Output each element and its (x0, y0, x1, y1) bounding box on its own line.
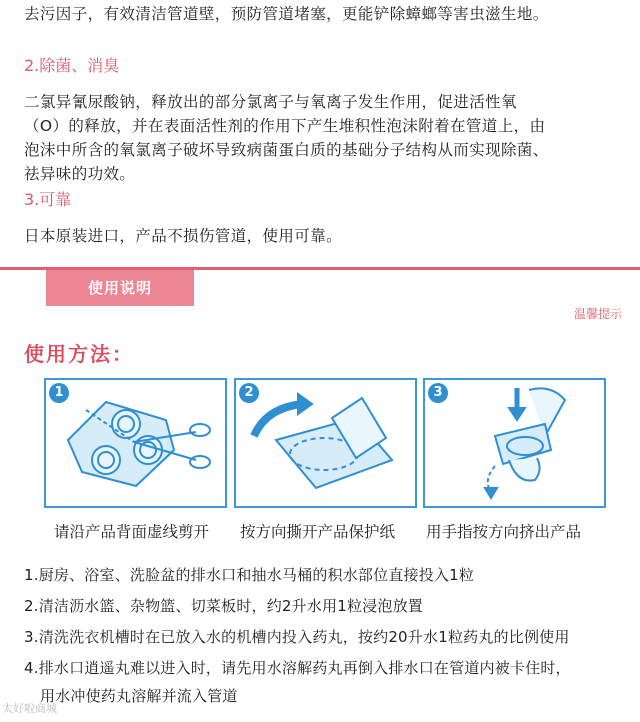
intro-line: 去污因子，有效清洁管道壁，预防管道堵塞，更能铲除蟑螂等害虫滋生地。 (24, 5, 549, 23)
section-heading-reliable: 3.可靠 (24, 190, 72, 209)
pressing-illustration (425, 380, 604, 506)
usage-step: 4.排水口逍遥丸难以进入时，请先用水溶解药丸再倒入排水口在管道内被卡住时， (24, 659, 571, 677)
usage-step: 用水冲使药丸溶解并流入管道 (40, 687, 238, 705)
usage-tab-label: 使用说明 (87, 279, 152, 297)
step-panel-3 (423, 378, 606, 508)
step-panel-1 (44, 378, 227, 508)
cutting-illustration (46, 380, 225, 506)
paragraph-line: 二氯异氰尿酸钠，释放出的部分氯离子与氧离子发生作用，促进活性氧 (24, 93, 517, 111)
tip-link[interactable]: 温馨提示 (573, 307, 622, 321)
paragraph-line: 日本原装进口，产品不损伤管道，使用可靠。 (24, 227, 343, 245)
step-panel-2 (234, 378, 417, 508)
paragraph-line: 泡沫中所含的氧氯离子破坏导致病菌蛋白质的基础分子结构从而实现除菌、 (24, 141, 549, 159)
usage-step: 1.厨房、浴室、洗脸盆的排水口和抽水马桶的积水部位直接投入1粒 (24, 566, 475, 584)
section-heading-sterilize: 2.除菌、消臭 (24, 56, 120, 75)
usage-step: 2.清洁沥水篮、杂物篮、切菜板时，约2升水用1粒浸泡放置 (24, 597, 424, 615)
paragraph-line: （O）的释放，并在表面活性剂的作用下产生堆积性泡沫附着在管道上，由 (24, 117, 546, 135)
paragraph-line: 祛异味的功效。 (24, 165, 136, 183)
panel-caption: 用手指按方向挤出产品 (426, 523, 582, 541)
usage-tab (46, 270, 194, 306)
panel-caption: 请沿产品背面虚线剪开 (54, 523, 210, 541)
peeling-illustration (236, 380, 415, 506)
usage-step: 3.清洗洗衣机槽时在已放入水的机槽内投入药丸，按约20升水1粒药丸的比例使用 (24, 628, 570, 646)
step-number-badge: 2 (239, 383, 259, 403)
watermark: 太好啦商城 (2, 702, 57, 715)
step-number-badge: 3 (428, 383, 448, 403)
method-title: 使用方法： (24, 342, 134, 366)
panel-caption: 按方向撕开产品保护纸 (240, 523, 396, 541)
step-number-badge: 1 (49, 383, 69, 403)
